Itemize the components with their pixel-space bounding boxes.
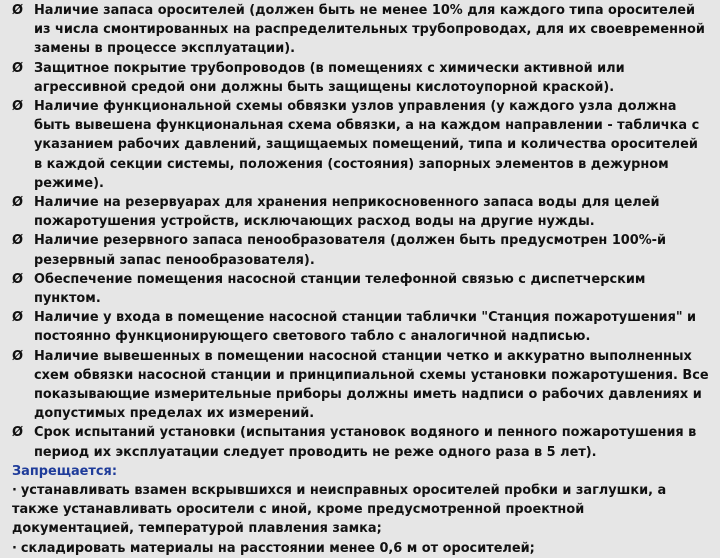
arrow-bullet-icon: Ø [12,60,24,76]
list-item-text: Обеспечение помещения насосной станции телефонной связью с диспетчерским пунктом. [34,271,646,307]
dot-bullet-icon: · [12,540,17,556]
list-item [12,347,710,424]
list-item [12,193,710,231]
list-item-text: Наличие на резервуарах для хранения неприкосновенного запаса воды для целей пожаротушения устройств, исключающих расход воды на другие нужды. [34,195,660,230]
forbidden-heading: Запрещается: [12,463,117,479]
list-item [12,1,710,59]
forbidden-item [12,539,710,558]
arrow-bullet-icon: Ø [12,99,24,115]
arrow-bullet-icon: Ø [12,425,24,441]
list-item-text: Наличие функциональной схемы обвязки узлов управления (у каждого узла должна быть вывешена функциональная схема обвязки, а на каждом направлении - табличка с указанием рабочих давлений, защищаемых помещений, типа и количества оросителей в каждой секции системы, положения (состояния) запорных элементов в дежурном режиме). [34,99,700,191]
arrow-bullet-icon: Ø [12,348,24,364]
arrow-bullet-icon: Ø [12,233,24,249]
list-item [12,97,710,193]
list-item [12,231,710,269]
requirements-list [12,1,710,462]
list-item [12,270,710,308]
arrow-bullet-icon: Ø [12,271,24,287]
arrow-bullet-icon: Ø [12,195,24,211]
arrow-bullet-icon: Ø [12,310,24,326]
list-item-text: Наличие у входа в помещение насосной станции таблички "Станция пожаротушения" и постоянно функционирующего светового табло с аналогичной надписью. [34,310,697,345]
list-item-text: Наличие резервного запаса пенообразователя (должен быть предусмотрен 100%-й резервный запас пенообразователя). [34,233,667,268]
list-item-text: Наличие вывешенных в помещении насосной станции четко и аккуратно выполненных схем обвязки насосной станции и принципиальной схемы установки пожаротушения. Все показывающие измерительные приборы должны иметь надписи о рабочих давлениях и допустимых пределах их измерений. [34,348,709,422]
list-item-text: Защитное покрытие трубопроводов (в помещениях с химически активной или агрессивной средой они должны быть защищены кислотоупорной краской). [34,60,625,95]
dot-bullet-icon: · [12,483,17,499]
forbidden-item-text: устанавливать взамен вскрывшихся и неисправных оросителей пробки и заглушки, а также устанавливать оросители с иной, кроме предусмотренной проектной документацией, температурой плавления замка; [12,483,667,537]
list-item [12,59,710,97]
list-item [12,308,710,346]
forbidden-item-text: складировать материалы на расстоянии менее 0,6 м от оросителей; [20,540,535,556]
list-item-text: Наличие запаса оросителей (должен быть не менее 10% для каждого типа оросителей из числа смонтированных на распределительных трубопроводах, для их своевременной замены в процессе эксплуатации). [34,3,705,57]
forbidden-item [12,481,710,539]
list-item [12,423,710,461]
arrow-bullet-icon: Ø [12,3,24,18]
list-item-text: Срок испытаний установки (испытания установок водяного и пенного пожаротушения в период их эксплуатации следует проводить не реже одного раза в 5 лет). [34,425,697,460]
